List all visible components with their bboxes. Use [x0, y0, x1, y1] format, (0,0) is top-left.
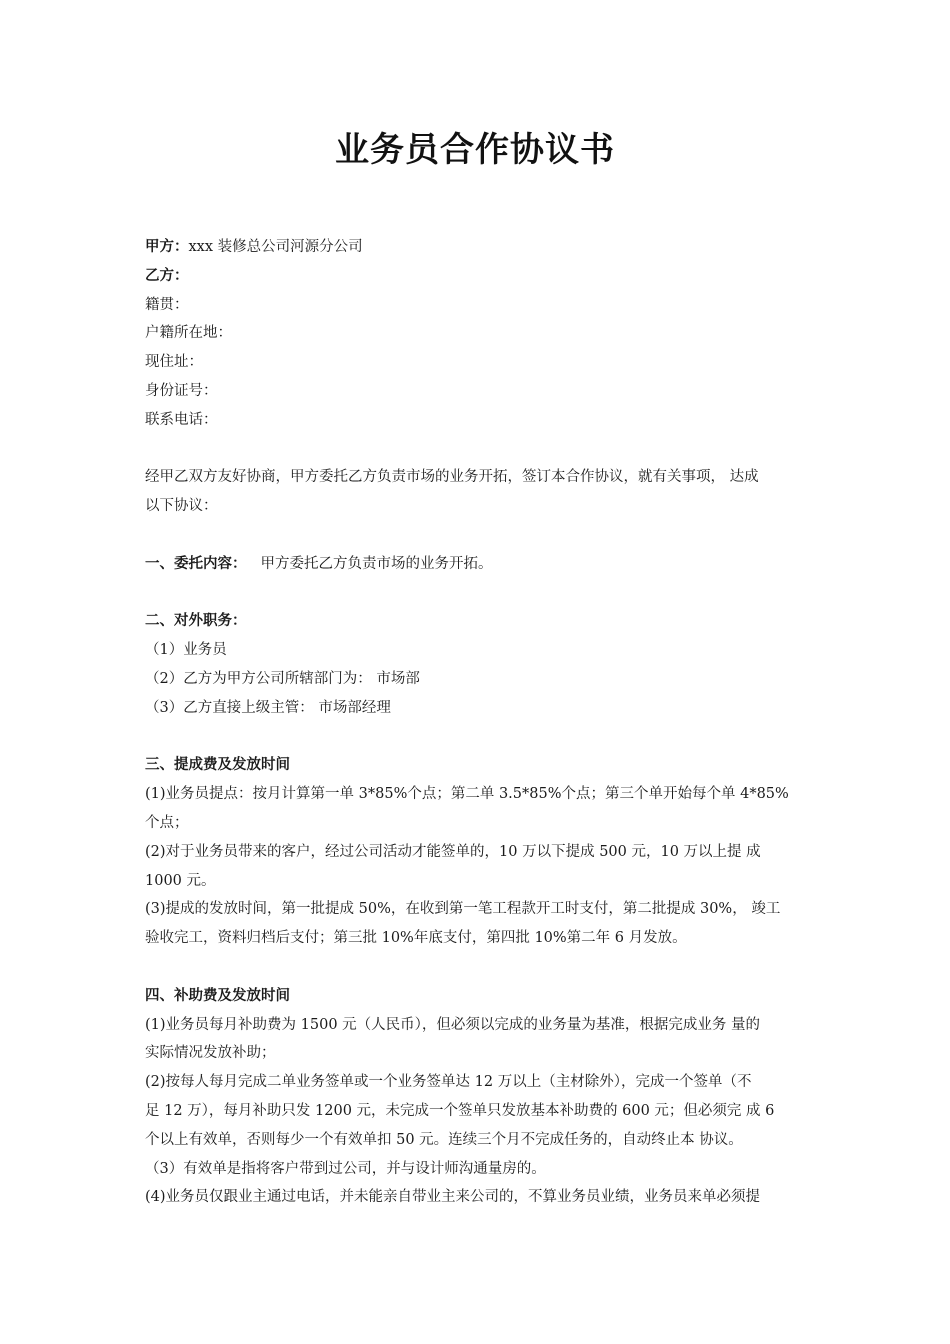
section-4-heading: 四、补助费及发放时间 — [145, 987, 290, 1004]
field-id-number: 身份证号： — [145, 382, 218, 399]
party-a-value: xxx 装修总公司河源分公司 — [188, 239, 363, 255]
intro-line-1: 经甲乙双方友好协商，甲方委托乙方负责市场的业务开拓，签订本合作协议，就有关事项， 达成 — [145, 469, 759, 486]
field-household-register: 户籍所在地： — [145, 325, 232, 342]
section-3-line: 验收完工，资料归档后支付；第三批 10%年底支付，第四批 10%第二年 6 月发放。 — [145, 930, 687, 947]
spacer — [145, 521, 810, 550]
section-2-item: （1）业务员 — [145, 642, 227, 659]
party-a-line — [145, 233, 810, 262]
section-4-line: （3）有效单是指将客户带到过公司，并与设计师沟通量房的。 — [145, 1160, 546, 1177]
section-4-line: (1)业务员每月补助费为 1500 元（人民币），但必须以完成的业务量为基准，根据完成业务 量的 — [145, 1016, 761, 1033]
section-4-line: 个以上有效单，否则每少一个有效单扣 50 元。连续三个月不完成任务的，自动终止本 协议。 — [145, 1131, 743, 1148]
section-2-heading: 二、对外职务： — [145, 613, 247, 630]
section-3-line: 1000 元。 — [145, 872, 216, 889]
section-4-line: (4)业务员仅跟业主通过电话，并未能亲自带业主来公司的，不算业务员业绩，业务员来单必须提 — [145, 1189, 761, 1206]
section-1-text: 甲方委托乙方负责市场的业务开拓。 — [260, 555, 493, 572]
field-native-place: 籍贯： — [145, 296, 189, 313]
spacer — [145, 435, 810, 464]
section-3-line: (1)业务员提点：按月计算第一单 3*85%个点；第二单 3.5*85%个点；第三个单开始每个单 4*85% — [145, 786, 789, 803]
party-b-line — [145, 262, 810, 291]
section-3-line: (2)对于业务员带来的客户，经过公司活动才能签单的，10 万以下提成 500 元，10 万以上提 成 — [145, 843, 761, 860]
section-1 — [145, 550, 810, 579]
spacer — [145, 953, 810, 982]
section-1-heading: 一、委托内容： — [145, 555, 247, 572]
section-2-item: （2）乙方为甲方公司所辖部门为： 市场部 — [145, 670, 420, 687]
section-4-line: 足 12 万），每月补助只发 1200 元，未完成一个签单只发放基本补助费的 600 元；但必须完 成 6 — [145, 1102, 775, 1119]
section-3-line: (3)提成的发放时间，第一批提成 50%，在收到第一笔工程款开工时支付，第二批提成 30%， 竣工 — [145, 901, 781, 918]
section-3-line: 个点； — [145, 814, 189, 831]
spacer — [145, 723, 810, 752]
section-4-line: (2)按每人每月完成二单业务签单或一个业务签单达 12 万以上（主材除外），完成一个签单（不 — [145, 1074, 752, 1091]
section-3-heading: 三、提成费及发放时间 — [145, 757, 290, 774]
section-4-line: 实际情况发放补助； — [145, 1045, 276, 1062]
intro-line-2: 以下协议： — [145, 498, 218, 515]
document-title: 业务员合作协议书 — [335, 130, 615, 170]
field-phone: 联系电话： — [145, 411, 218, 428]
field-current-address: 现住址： — [145, 354, 203, 371]
spacer — [145, 579, 810, 608]
party-b-label: 乙方： — [145, 267, 189, 284]
section-2-item: （3）乙方直接上级主管： 市场部经理 — [145, 699, 391, 716]
party-a-label: 甲方： — [145, 239, 189, 255]
document-body — [145, 233, 810, 1212]
